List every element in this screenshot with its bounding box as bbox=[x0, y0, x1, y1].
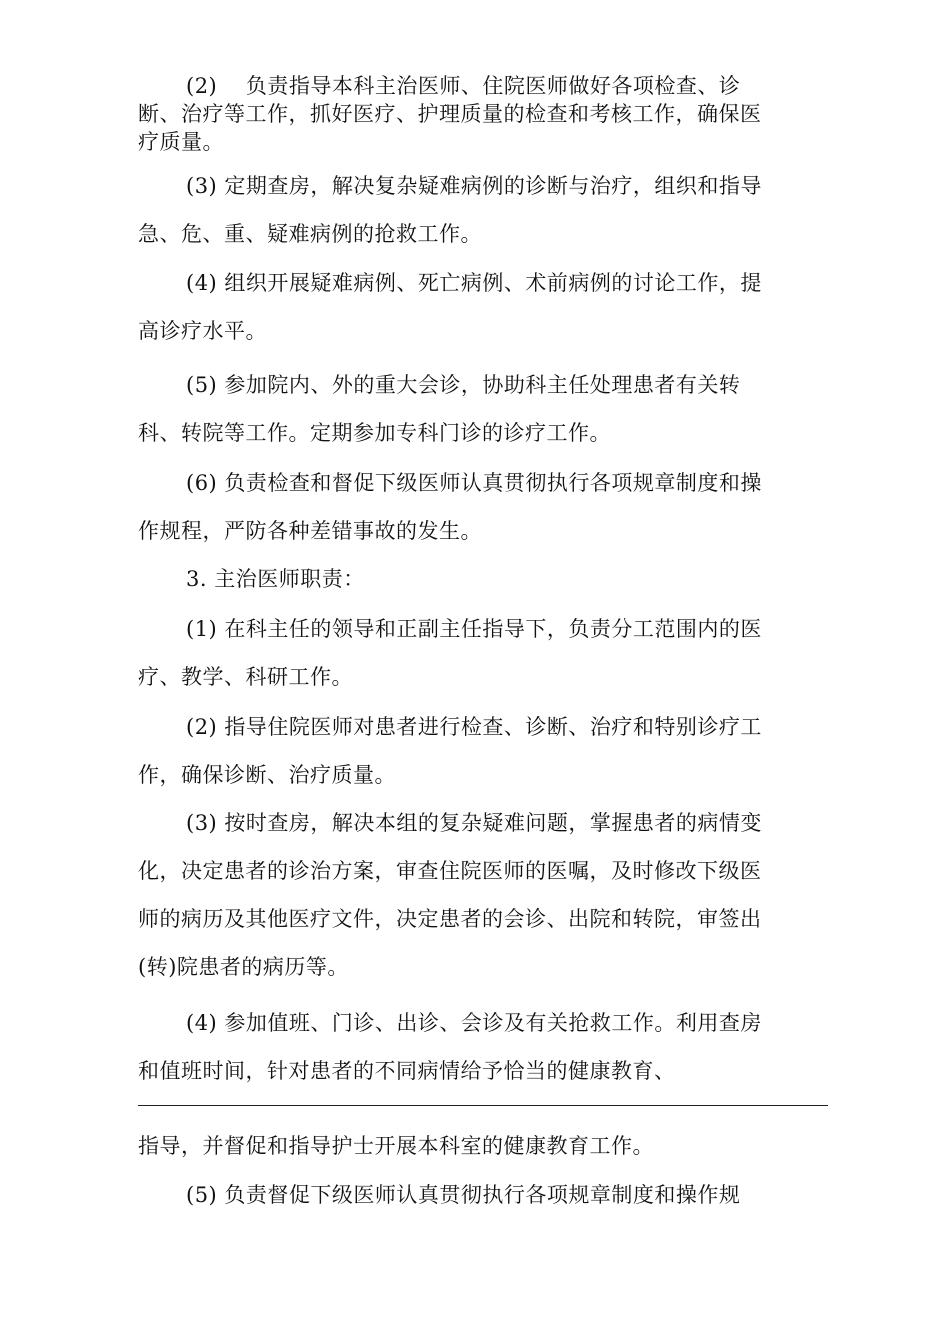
text-line: 急、危、重、疑难病例的抢救工作。 bbox=[138, 222, 482, 246]
paragraph-p-3a bbox=[138, 174, 828, 246]
text-line: 疗质量。 bbox=[138, 130, 224, 154]
text-line: (3) 按时查房，解决本组的复杂疑难问题，掌握患者的病情变 bbox=[186, 811, 762, 835]
text-line: (1) 在科主任的领导和正副主任指导下，负责分工范围内的医 bbox=[186, 617, 762, 641]
text-line: 化，决定患者的诊治方案，审查住院医师的医嘱，及时修改下级医 bbox=[138, 859, 762, 883]
paragraph-p-2b bbox=[138, 715, 828, 787]
text-line: (2) 指导住院医师对患者进行检查、诊断、治疗和特别诊疗工 bbox=[186, 715, 762, 739]
paragraph-p-2a bbox=[138, 74, 828, 154]
text-line: (5) 参加院内、外的重大会诊，协助科主任处理患者有关转 bbox=[186, 373, 741, 397]
text-line: 指导，并督促和指导护士开展本科室的健康教育工作。 bbox=[138, 1134, 654, 1158]
paragraph-p-4b-cont bbox=[138, 1134, 828, 1158]
text-line: (3) 定期查房，解决复杂疑难病例的诊断与治疗，组织和指导 bbox=[186, 174, 762, 198]
text-line: 和值班时间，针对患者的不同病情给予恰当的健康教育、 bbox=[138, 1059, 676, 1083]
text-line: (转)院患者的病历等。 bbox=[138, 955, 349, 979]
paragraph-p-4b bbox=[138, 1011, 828, 1083]
paragraph-p-5b bbox=[138, 1183, 828, 1207]
text-line: (6) 负责检查和督促下级医师认真贯彻执行各项规章制度和操 bbox=[186, 471, 762, 495]
text-line: 师的病历及其他医疗文件，决定患者的会诊、出院和转院，审签出 bbox=[138, 907, 762, 931]
text-line: 作，确保诊断、治疗质量。 bbox=[138, 763, 396, 787]
paragraph-p-3b bbox=[138, 811, 828, 979]
page-divider bbox=[138, 1105, 828, 1106]
text-line: 高诊疗水平。 bbox=[138, 319, 267, 343]
text-line: 科、转院等工作。定期参加专科门诊的诊疗工作。 bbox=[138, 421, 611, 445]
text-line: (4) 参加值班、门诊、出诊、会诊及有关抢救工作。利用查房 bbox=[186, 1011, 762, 1035]
text-line: (2) 负责指导本科主治医师、住院医师做好各项检查、诊 bbox=[186, 74, 741, 98]
text-line: 断、治疗等工作，抓好医疗、护理质量的检查和考核工作，确保医 bbox=[138, 102, 762, 126]
text-line: 疗、教学、科研工作。 bbox=[138, 665, 353, 689]
paragraph-p-1b bbox=[138, 617, 828, 689]
paragraph-p-4a bbox=[138, 271, 828, 343]
paragraph-p-6a bbox=[138, 471, 828, 543]
paragraph-p-5a bbox=[138, 373, 828, 445]
text-line: 3. 主治医师职责： bbox=[186, 567, 365, 591]
section-heading bbox=[138, 567, 828, 591]
text-line: (5) 负责督促下级医师认真贯彻执行各项规章制度和操作规 bbox=[186, 1183, 741, 1207]
text-line: (4) 组织开展疑难病例、死亡病例、术前病例的讨论工作，提 bbox=[186, 271, 762, 295]
text-line: 作规程，严防各种差错事故的发生。 bbox=[138, 519, 482, 543]
